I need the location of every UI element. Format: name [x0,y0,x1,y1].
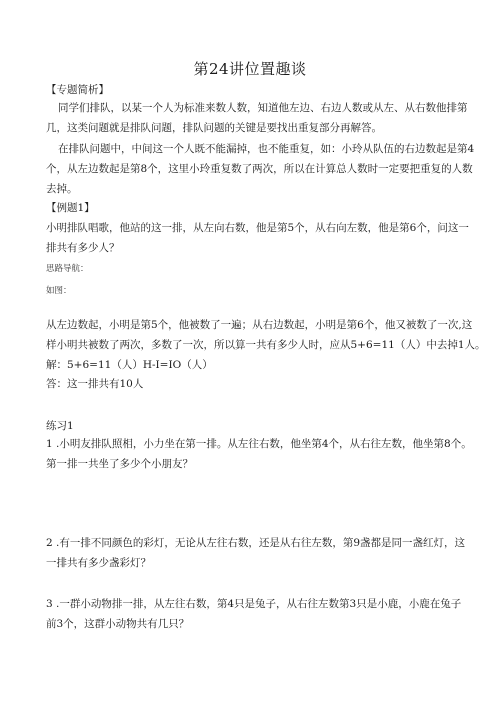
intro-line-5: 去掉。 [46,183,78,195]
example1-explanation-line-2: 样小明共被数了两次，多数了一次，所以算一共有多少人时，应从5+6=11（人）中去掉1人。 [46,339,486,351]
practice1-q1-line-2: 第一排一共坐了多少个小朋友？ [46,458,193,470]
practice1-q3-line-1: 3 .一群小动物排一排，从左往右数，第4只是兔子，从右往左数第3只是小鹿，小鹿在兔子 [46,598,462,610]
practice1-q1-line-1: 1 .小明友排队照相，小力坐在第一排。从左往右数，他坐第4个，从右往左数，他坐第8个。 [46,438,472,450]
example1-hint-label: 思路导航： [46,264,89,274]
practice1-q3-line-2: 前3个，这群小动物共有几只？ [46,618,190,630]
practice1-q2-line-1: 2 .有一排不同颜色的彩灯，无论从左往右数，还是从右往左数，第9盏都是同一盏红灯，这 [46,537,466,549]
intro-line-4: 个，从左边数起是第8个，这里小玲重复数了两次，所以在计算总人数时一定要把重复的人数 [46,163,473,175]
practice1-heading: 练习1 [46,420,74,432]
example1-answer: 答：这一排共有10人 [46,378,144,390]
example1-figure-label: 如图： [46,286,72,296]
practice1-q2-line-2: 一排共有多少盏彩灯？ [46,557,151,569]
intro-line-3: 在排队问题中，中间这一个人既不能漏掉，也不能重复，如：小玲从队伍的右边数起是第4 [58,143,475,155]
example1-explanation-line-1: 从左边数起，小明是第5个，他被数了一遍；从右边数起，小明是第6个，他又被数了一次,这 [46,319,473,331]
example1-question-line-1: 小明排队唱歌，他站的这一排，从左向右数，他是第5个，从右向左数，他是第6个，问这一 [46,222,469,234]
intro-line-2: 几，这类问题就是排队问题，排队问题的关键是要找出重复部分再解答。 [46,122,382,134]
example1-question-line-2: 排共有多少人？ [46,242,120,254]
example1-solution: 解：5+6=11（人）H-I=IO（人） [46,359,213,371]
section-intro-heading: 【专题简析】 [46,84,109,96]
page-title: 第24讲位置趣谈 [193,60,307,78]
intro-line-1: 同学们排队，以某一个人为标准来数人数，知道他左边、右边人数或从左、从右数他排第 [58,102,468,114]
example1-heading: 【例题1】 [46,202,95,214]
